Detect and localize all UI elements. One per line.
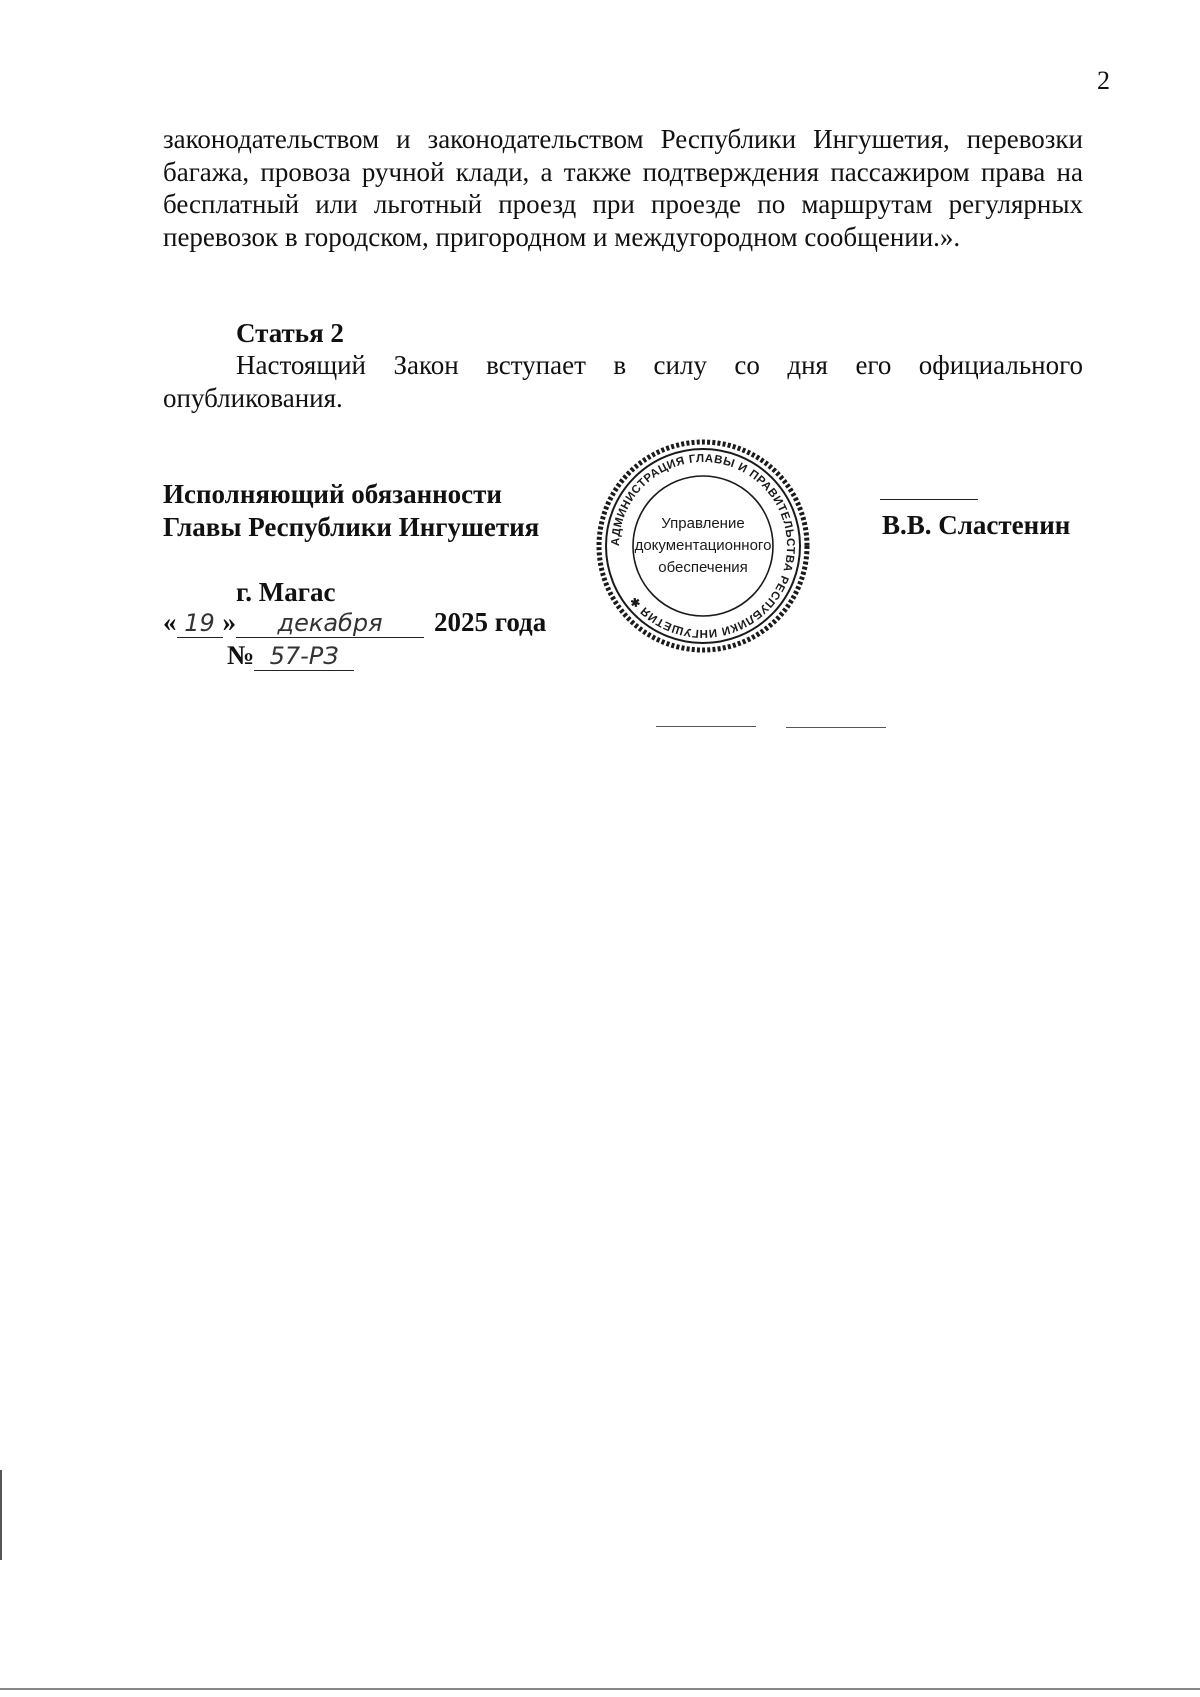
place: г. Магас	[236, 577, 336, 607]
signer-title-line1: Исполняющий обязанности	[163, 479, 502, 509]
date-month-field	[236, 608, 424, 638]
date-year: 2025 года	[434, 607, 547, 637]
date-open-quote: «	[163, 607, 177, 637]
page-number: 2	[1097, 66, 1110, 95]
article-text: Настоящий Закон вступает в силу со дня его официального опубликования.	[163, 350, 1083, 413]
date-day: 19	[184, 609, 215, 637]
date-day-field	[177, 608, 223, 638]
article-title: Статья 2	[236, 318, 344, 348]
seal-icon	[593, 436, 813, 656]
signer-name: В.В. Сластенин	[882, 510, 1071, 540]
signature-line	[880, 499, 978, 500]
body-paragraph: законодательством и законодательством Республики Ингушетия, перевозки багажа, провоза ручной клади, а также подтверждения пассажиром права на бесплатный или льготный проезд при проезде по маршрутам регулярных перевозок в городском, пригородном и междугородном сообщении.».	[163, 124, 1083, 252]
date-row	[163, 607, 546, 638]
seal-line1: Управление	[661, 515, 745, 532]
signer-title-line2: Главы Республики Ингушетия	[163, 512, 540, 542]
date-month: декабря	[277, 609, 383, 637]
scan-mark	[656, 726, 756, 727]
number-field	[254, 641, 354, 671]
seal-ring-text: АДМИНИСТРАЦИЯ ГЛАВЫ И ПРАВИТЕЛЬСТВА РЕСПУБЛИКИ ИНГУШЕТИЯ ✱	[609, 452, 797, 640]
official-seal	[593, 436, 813, 656]
signer-title	[163, 478, 539, 544]
date-close-quote: »	[222, 607, 236, 637]
scan-mark	[786, 727, 886, 728]
seal-line2: документационного	[634, 537, 772, 554]
number-value: 57-РЗ	[269, 642, 339, 670]
number-row	[227, 640, 354, 671]
scan-mark	[0, 1470, 2, 1560]
number-prefix: №	[227, 640, 255, 670]
scan-mark	[0, 1688, 1200, 1690]
seal-line3: обеспечения	[658, 559, 748, 576]
